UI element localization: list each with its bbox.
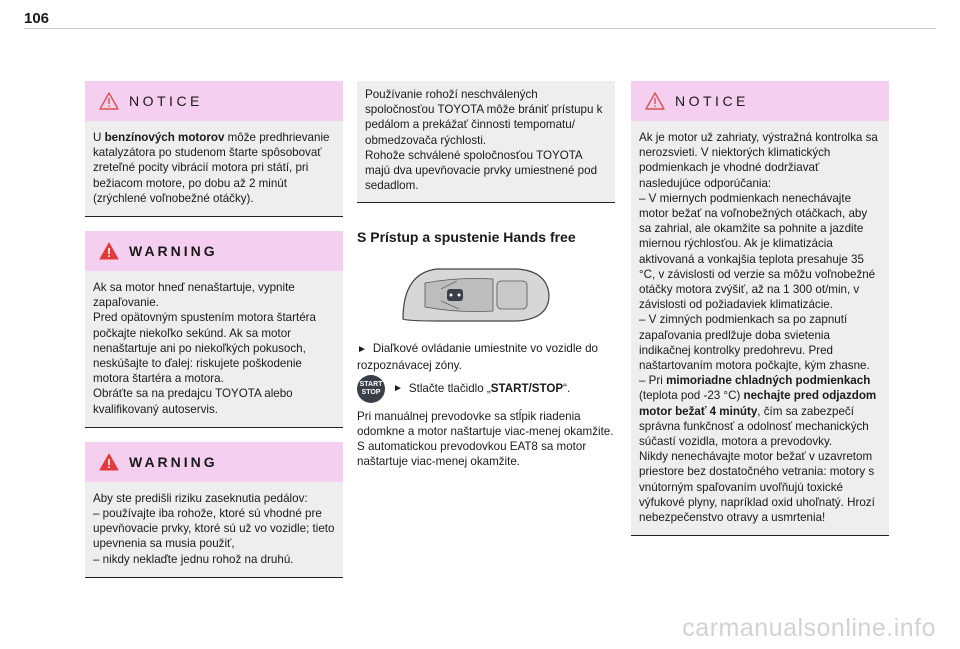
right-column: [631, 81, 889, 550]
warning-box: [85, 231, 343, 428]
car-key-illustration: [397, 259, 557, 329]
notice-text: Ak je motor už zahriaty, výstražná kontrolka sa nerozsvieti. V niektorých klimatických podmienkach je vhodné dodržiavať nasledujúce odporúčania: – V miernych podmienkach nenechávajte motor bežať na voľnobežných otáčkach, aby sa zahrial, ale okamžite sa pohnite a jazdite miernou rýchlosťou. Ak je klimatizácia aktivovaná a vonkajšia teplota presahuje 35 °C, v závislosti od verzie sa môžu voľnobežné otáčky motora zvýšiť, až na 1 300 ot/min, v závislosti od požiadaviek klimatizácie. – V zimných podmienkach sa po zapnutí zapaľovania predlžuje doba svietenia indikačnej kontrolky predohrevu. Pred naštartovaním motora počkajte, kým zhasne. – Pri mimoriadne chladných podmienkach (teplota pod -23 °C) nechajte pred odjazdom motor bežať 4 minúty, čím sa zabezpečí správna funkčnosť a odolnosť mechanických súčastí vozidla, motora a prevodovky. Nikdy nenechávajte motor bežať v uzavretom priestore bez dostatočného vetrania: motory s vnútorným spaľovaním uvoľňujú toxické výfukové plyny, napríklad oxid uhoľnatý. Hrozí nebezpečenstvo otravy a usmrtenia!: [631, 121, 889, 535]
section-heading: S Prístup a spustenie Hands free: [357, 229, 576, 246]
warning-header: [85, 231, 343, 271]
watermark: carmanualsonline.info: [682, 614, 936, 642]
notice-box: [631, 81, 889, 536]
header-rule: [24, 28, 936, 29]
warning-title: WARNING: [129, 243, 218, 260]
notice-header: [85, 81, 343, 121]
start-description: Pri manuálnej prevodovke sa stĺpik riadenia odomkne a motor naštartuje viac-menej okamžite. S automatickou prevodovkou EAT8 sa motor naštartuje viac-menej okamžite.: [357, 409, 614, 469]
start-stop-icon: START STOP: [357, 375, 385, 403]
warning-triangle-icon: [99, 92, 119, 110]
warning-header: [85, 442, 343, 482]
notice-text: U benzínových motorov môže predhrievanie katalyzátora po studenom štarte spôsobovať zreteľné pocity vibrácií motora pri státí, pri bežiacom motore, po dobu až 2 minút (zrýchlené voľnobežné otáčky).: [85, 121, 343, 216]
floor-mat-note: Používanie rohoží neschválených spoločnosťou TOYOTA môže brániť prístupu k pedálom a prekážať činnosti tempomatu/ obmedzovača rýchlosti. Rohože schválené spoločnosťou TOYOTA majú dva upevňovacie prvky umiestnené pod sedadlom.: [357, 81, 615, 203]
warning-text: Aby ste predišli riziku zaseknutia pedálov: – používajte iba rohože, ktoré sú vhodné pre upevňovacie prvky, ktoré sú už vo vozidle; tieto upevnenia sa musia použiť, – nikdy neklaďte jednu rohož na druhú.: [85, 482, 343, 577]
notice-header: [631, 81, 889, 121]
middle-column: [357, 81, 615, 470]
warning-triangle-icon: [99, 453, 119, 471]
left-column: [85, 81, 343, 592]
notice-box: [85, 81, 343, 217]
warning-text: Ak sa motor hneď nenaštartuje, vypnite zapaľovanie. Pred opätovným spustením motora štartéra počkajte niekoľko sekúnd. Ak sa motor nenaštartuje ani po niekoľkých pokusoch, neskúšajte to ďalej: riskujete poškodenie motora štartéra a motora. Obráťte sa na predajcu TOYOTA alebo kvalifikovaný autoservis.: [85, 271, 343, 427]
warning-box: [85, 442, 343, 578]
warning-triangle-icon: [645, 92, 665, 110]
warning-title: WARNING: [129, 453, 218, 470]
page-number: 106: [24, 10, 50, 27]
notice-title: NOTICE: [675, 93, 749, 109]
notice-title: NOTICE: [129, 93, 203, 109]
step-press-start: START STOP ► Stlačte tlačidlo „ START/STOP “.: [357, 375, 615, 403]
step-place-remote: ► Diaľkové ovládanie umiestnite vo vozidle do rozpoznávacej zóny.: [357, 342, 598, 372]
warning-triangle-icon: [99, 242, 119, 260]
